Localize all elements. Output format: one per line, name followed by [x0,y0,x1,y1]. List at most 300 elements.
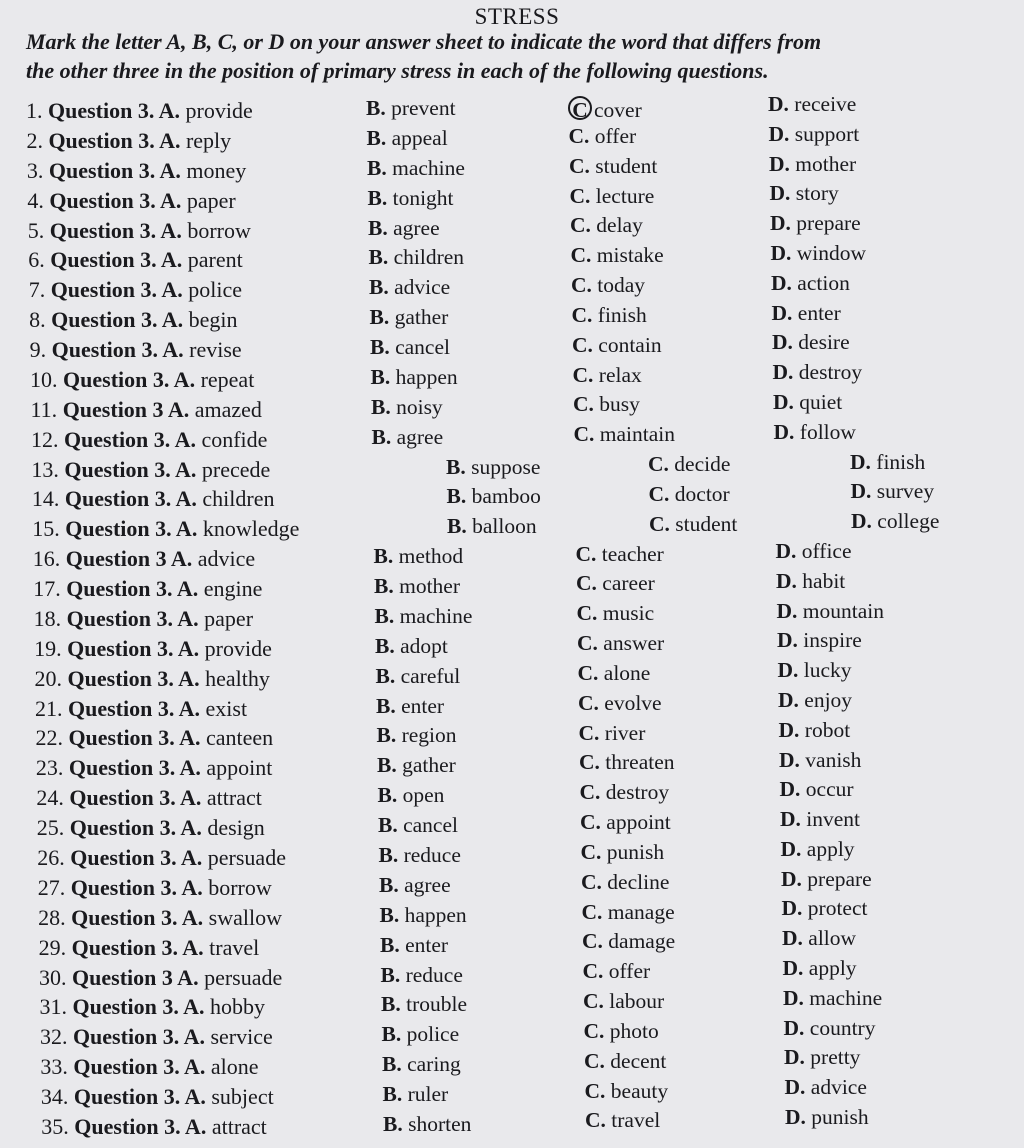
question-stem [26,127,232,153]
option-letter: C. [583,989,610,1014]
option-c[interactable] [580,839,665,864]
option-b[interactable] [377,755,456,777]
option-a-word[interactable]: swallow [208,904,282,930]
question-stem [40,996,266,1018]
option-word: mother [399,574,460,599]
option-a-word[interactable]: persuade [207,845,286,870]
option-b[interactable] [368,215,440,240]
option-d[interactable] [783,1015,876,1040]
question-number: 33. [40,1054,74,1080]
question-number: 14. [31,486,65,512]
option-c[interactable] [580,782,670,804]
option-letter: C. [580,810,607,835]
option-word: labour [609,989,665,1014]
option-d[interactable] [783,958,857,980]
option-d[interactable] [773,419,856,444]
option-b[interactable] [447,486,541,508]
option-b[interactable] [371,394,443,419]
option-word: happen [395,364,458,389]
option-c[interactable] [574,424,676,446]
option-d[interactable] [775,538,852,563]
option-a-word[interactable]: canteen [205,725,274,751]
question-label: Question 3. A. [48,127,186,153]
question-label: Question 3. A. [72,994,211,1020]
question-label: Question 3. A. [48,98,186,123]
question-number: 24. [36,785,70,811]
question-label: Question 3. A. [66,576,204,602]
option-a-word[interactable]: money [186,157,247,183]
option-a-word[interactable]: paper [204,605,254,631]
option-d[interactable] [770,183,839,205]
question-label: Question 3. A. [51,307,189,333]
option-b[interactable] [375,633,448,658]
option-d[interactable] [768,94,856,116]
question-number: 19. [34,635,68,661]
option-word: appeal [391,125,448,150]
option-a-word[interactable]: subject [211,1084,274,1110]
option-a-word[interactable]: knowledge [202,516,300,542]
option-letter: D. [781,896,808,921]
option-letter: B. [368,215,394,240]
option-word: survey [876,479,935,504]
option-d[interactable] [768,121,860,146]
option-d[interactable] [776,598,885,623]
instruction-line-1: Mark the letter A, B, C, or D on your answer sheet to indicate the word that differs from [26,29,822,54]
option-word: doctor [674,481,730,506]
option-word: college [877,509,940,534]
question-stem [30,426,268,452]
question-label: Question 3. A. [73,1054,211,1080]
option-letter: B. [370,364,396,389]
option-d[interactable] [851,481,935,503]
option-word: offer [594,123,637,148]
option-word: enjoy [804,687,853,712]
option-letter: C. [578,690,605,715]
option-b[interactable] [379,845,461,867]
question-number: 21. [35,695,68,721]
option-c[interactable] [571,245,664,267]
option-c[interactable] [580,812,671,834]
option-b[interactable] [374,603,473,628]
option-c[interactable] [569,153,658,178]
option-letter: B. [373,544,399,569]
option-letter: D. [768,92,795,116]
option-a-word[interactable]: alone [210,1054,259,1080]
option-a-word[interactable]: repeat [200,366,255,392]
option-word: apply [806,836,855,861]
option-c[interactable] [577,603,655,625]
option-word: today [597,273,646,298]
option-d[interactable] [778,660,852,682]
option-c[interactable] [584,1048,667,1073]
option-letter: D. [773,389,800,414]
option-b[interactable] [374,546,464,568]
option-word: occur [805,777,854,802]
option-c[interactable] [569,183,655,208]
option-word: student [595,153,658,178]
option-letter: C. [577,631,604,656]
option-letter: B. [367,155,393,180]
option-letter: B. [446,484,472,509]
question-number: 18. [33,605,67,631]
option-letter: C. [648,481,675,506]
option-letter: B. [379,902,405,927]
option-b[interactable] [379,902,467,927]
question-number: 29. [38,934,72,960]
question-stem [36,787,262,809]
option-letter: C. [578,720,605,745]
option-letter: C. [582,959,609,984]
question-number: 25. [36,815,70,841]
question-stem [38,934,260,960]
option-a-word[interactable]: revise [189,337,242,363]
option-b[interactable] [367,155,465,180]
option-b[interactable] [378,815,458,837]
option-letter: D. [772,330,799,355]
option-b[interactable] [378,785,445,807]
option-d[interactable] [770,240,867,265]
option-a-word[interactable]: provide [185,98,253,123]
option-letter: C. [569,153,596,178]
question-number: 8. [29,307,52,333]
option-c[interactable] [648,454,730,476]
option-c[interactable] [577,660,651,685]
option-c[interactable] [571,275,645,297]
option-a-word[interactable]: advice [197,546,256,572]
option-a-word[interactable]: paper [186,187,236,213]
question-stem [27,187,236,213]
option-d[interactable] [773,389,843,414]
option-b[interactable] [370,337,450,359]
option-a-word[interactable]: children [202,486,275,512]
option-word: police [406,1022,460,1047]
option-word: office [801,538,852,563]
option-letter: C. [573,422,600,447]
option-word: habit [802,568,846,593]
option-b[interactable] [446,454,541,479]
question-label: Question 3 A. [72,964,205,990]
option-d[interactable] [770,213,861,235]
option-word: machine [809,985,883,1010]
option-word: photo [609,1018,659,1043]
option-word: action [797,270,850,295]
option-a-word[interactable]: parent [187,247,243,273]
option-d[interactable] [773,362,863,384]
question-stem [40,1026,273,1048]
option-word: careful [400,663,461,688]
option-word: decent [610,1048,667,1073]
question-stem [32,518,299,540]
option-b[interactable] [369,277,450,299]
option-letter: B. [374,603,400,628]
option-b[interactable] [366,98,456,120]
option-b[interactable] [380,962,463,987]
option-b[interactable] [369,247,465,269]
option-letter: C. [584,1078,611,1103]
option-word: contain [598,332,662,357]
option-c[interactable] [568,96,642,122]
option-letter: B. [380,932,406,957]
option-d[interactable] [778,717,851,742]
option-letter: D. [769,181,796,206]
option-a-word[interactable]: borrow [187,217,251,243]
question-number: 10. [30,366,64,392]
question-stem [41,1113,267,1139]
option-word: relax [598,362,642,387]
option-c[interactable] [583,961,651,983]
option-word: advice [394,275,451,300]
option-letter: D. [777,628,804,653]
question-stem [33,605,254,631]
option-word: manage [607,899,675,924]
option-c[interactable] [583,1018,659,1043]
option-b[interactable] [379,872,451,897]
option-c[interactable] [570,215,643,237]
question-number: 31. [39,994,73,1020]
option-letter: C. [576,571,603,596]
question-stem [37,847,286,869]
option-word: adopt [400,633,448,658]
option-d[interactable] [778,687,853,712]
question-stem [37,817,265,839]
option-letter: B. [366,125,392,150]
option-d[interactable] [780,809,860,831]
option-letter: C. [579,780,606,805]
question-label: Question 3. A. [68,725,206,751]
option-letter: C. [576,601,603,626]
option-letter: B. [447,514,473,539]
question-number: 1. [26,98,48,123]
option-word: appoint [606,810,671,835]
option-b[interactable] [447,516,537,538]
option-c[interactable] [571,302,647,327]
option-letter: D. [777,658,804,683]
option-a-word[interactable]: design [207,815,265,841]
option-d[interactable] [851,511,939,533]
option-letter: C. [581,899,608,924]
option-d[interactable] [850,449,926,474]
option-c[interactable] [583,991,664,1013]
question-stem [29,279,242,301]
question-stem [34,635,272,661]
option-letter: D. [778,687,805,712]
option-a-word[interactable]: borrow [208,874,272,900]
option-b[interactable] [371,424,444,449]
option-word: cancel [395,335,450,360]
option-c[interactable] [585,1110,660,1132]
option-letter: C. [572,362,599,387]
question-stem [40,1056,258,1078]
option-a-word[interactable]: hobby [210,994,266,1020]
option-letter: C. [579,750,606,775]
option-c[interactable] [579,752,675,774]
question-number: 6. [28,247,51,273]
option-b[interactable] [383,1111,472,1136]
option-word: lucky [803,658,852,683]
option-c[interactable] [578,690,662,715]
option-word: busy [599,392,640,417]
option-b[interactable] [370,307,449,329]
option-d[interactable] [780,779,854,801]
option-c[interactable] [648,481,730,506]
question-number: 34. [40,1084,74,1110]
question-number: 17. [33,576,67,602]
question-number: 32. [39,1024,73,1050]
option-word: music [602,601,655,626]
option-letter: B. [370,335,396,360]
option-b[interactable] [366,125,448,150]
option-c[interactable] [581,869,670,894]
question-label: Question 3. A. [69,785,207,811]
question-label: Question 3 A. [65,546,198,572]
option-d[interactable] [780,836,855,861]
option-c[interactable] [581,899,675,924]
option-c[interactable] [568,123,637,148]
question-label: Question 3 A. [62,396,195,422]
option-c[interactable] [573,394,640,416]
option-a-word[interactable]: healthy [205,665,270,691]
option-word: prepare [796,211,861,236]
option-d[interactable] [785,1107,869,1129]
option-letter: B. [378,813,404,838]
question-number: 13. [31,456,65,482]
option-word: lecture [595,183,655,208]
option-letter: B. [381,1022,407,1047]
option-word: suppose [471,454,541,479]
option-b[interactable] [374,576,460,598]
option-word: teacher [601,541,664,566]
option-d[interactable] [776,568,846,593]
option-d[interactable] [777,630,862,652]
option-letter: B. [366,96,392,120]
option-letter: C. [648,452,675,477]
option-d[interactable] [779,747,862,772]
option-a-word[interactable]: amazed [194,396,262,422]
option-c[interactable] [649,511,738,536]
option-b[interactable] [376,693,445,718]
option-d[interactable] [772,332,850,354]
question-stem [29,309,237,331]
option-d[interactable] [769,151,857,176]
option-a-word[interactable]: confide [201,426,268,452]
option-b[interactable] [383,1084,449,1106]
option-a-word[interactable]: service [210,1024,273,1050]
option-a-word[interactable]: attract [206,785,262,811]
option-letter: D. [783,1015,810,1040]
option-word: mistake [596,243,664,268]
option-d[interactable] [784,1047,860,1069]
option-a-word[interactable]: appoint [206,755,273,781]
option-word: reduce [405,962,463,987]
question-stem [26,100,253,122]
option-word: travel [611,1108,661,1133]
option-a-word[interactable]: travel [209,934,260,960]
option-letter: D. [773,419,800,444]
option-d[interactable] [783,985,883,1010]
question-number: 27. [37,874,71,900]
option-b[interactable] [381,994,467,1016]
option-b[interactable] [380,932,449,957]
question-number: 2. [26,127,49,153]
option-c[interactable] [584,1078,669,1103]
option-a-word[interactable]: attract [211,1113,267,1139]
option-word: region [401,723,457,748]
option-c[interactable] [577,633,664,655]
option-letter: D. [776,598,803,623]
option-letter: D. [778,717,805,742]
option-c[interactable] [572,362,642,387]
option-word: receive [794,92,857,116]
question-label: Question 3. A. [49,187,187,213]
option-d[interactable] [782,928,856,950]
option-word: quiet [799,389,843,414]
option-a-word[interactable]: begin [188,307,238,333]
option-letter: C. [582,929,609,954]
question-number: 15. [32,516,66,542]
option-word: desire [798,330,850,355]
question-label: Question 3. A. [70,845,208,870]
option-letter: D. [770,211,797,236]
option-word: ruler [407,1082,449,1107]
option-letter: B. [369,305,395,330]
option-letter: D. [784,1045,811,1070]
option-d[interactable] [785,1077,867,1099]
question-number: 12. [30,426,64,452]
option-a-word[interactable]: police [188,277,242,303]
option-a-word[interactable]: exist [205,695,248,721]
option-c[interactable] [576,573,655,595]
option-b[interactable] [377,725,457,747]
option-a-word[interactable]: engine [203,576,263,602]
option-d[interactable] [781,866,872,891]
option-a-word[interactable]: provide [204,635,272,661]
option-d[interactable] [771,300,841,325]
option-letter: C. [581,869,608,894]
option-b[interactable] [382,1054,461,1076]
option-letter: D. [770,240,797,265]
option-word: window [796,240,867,265]
option-letter: B. [367,185,393,210]
option-a-word[interactable]: precede [201,456,271,482]
option-letter: B. [371,394,397,419]
option-word: threaten [605,750,675,775]
question-number: 3. [26,157,49,183]
option-word: children [393,245,465,270]
option-c[interactable] [582,931,675,953]
option-c[interactable] [572,332,662,357]
option-d[interactable] [771,270,850,295]
option-a-word[interactable]: reply [185,127,232,153]
option-c[interactable] [575,541,664,566]
option-letter: D. [779,777,806,802]
question-label: Question 3. A. [70,874,209,900]
option-word: caring [407,1052,461,1077]
option-letter: C. [583,1018,610,1043]
option-b[interactable] [367,185,454,210]
option-letter: B. [368,245,394,270]
option-word: robot [804,717,851,742]
option-c[interactable] [578,720,646,745]
option-letter: D. [850,449,877,474]
option-letter: C. [570,243,597,268]
option-b[interactable] [382,1024,460,1046]
option-b[interactable] [375,663,461,688]
question-number: 23. [35,755,69,781]
option-b[interactable] [370,364,458,389]
option-word: shorten [408,1111,472,1136]
option-d[interactable] [782,898,868,920]
option-a-word[interactable]: persuade [204,964,283,990]
